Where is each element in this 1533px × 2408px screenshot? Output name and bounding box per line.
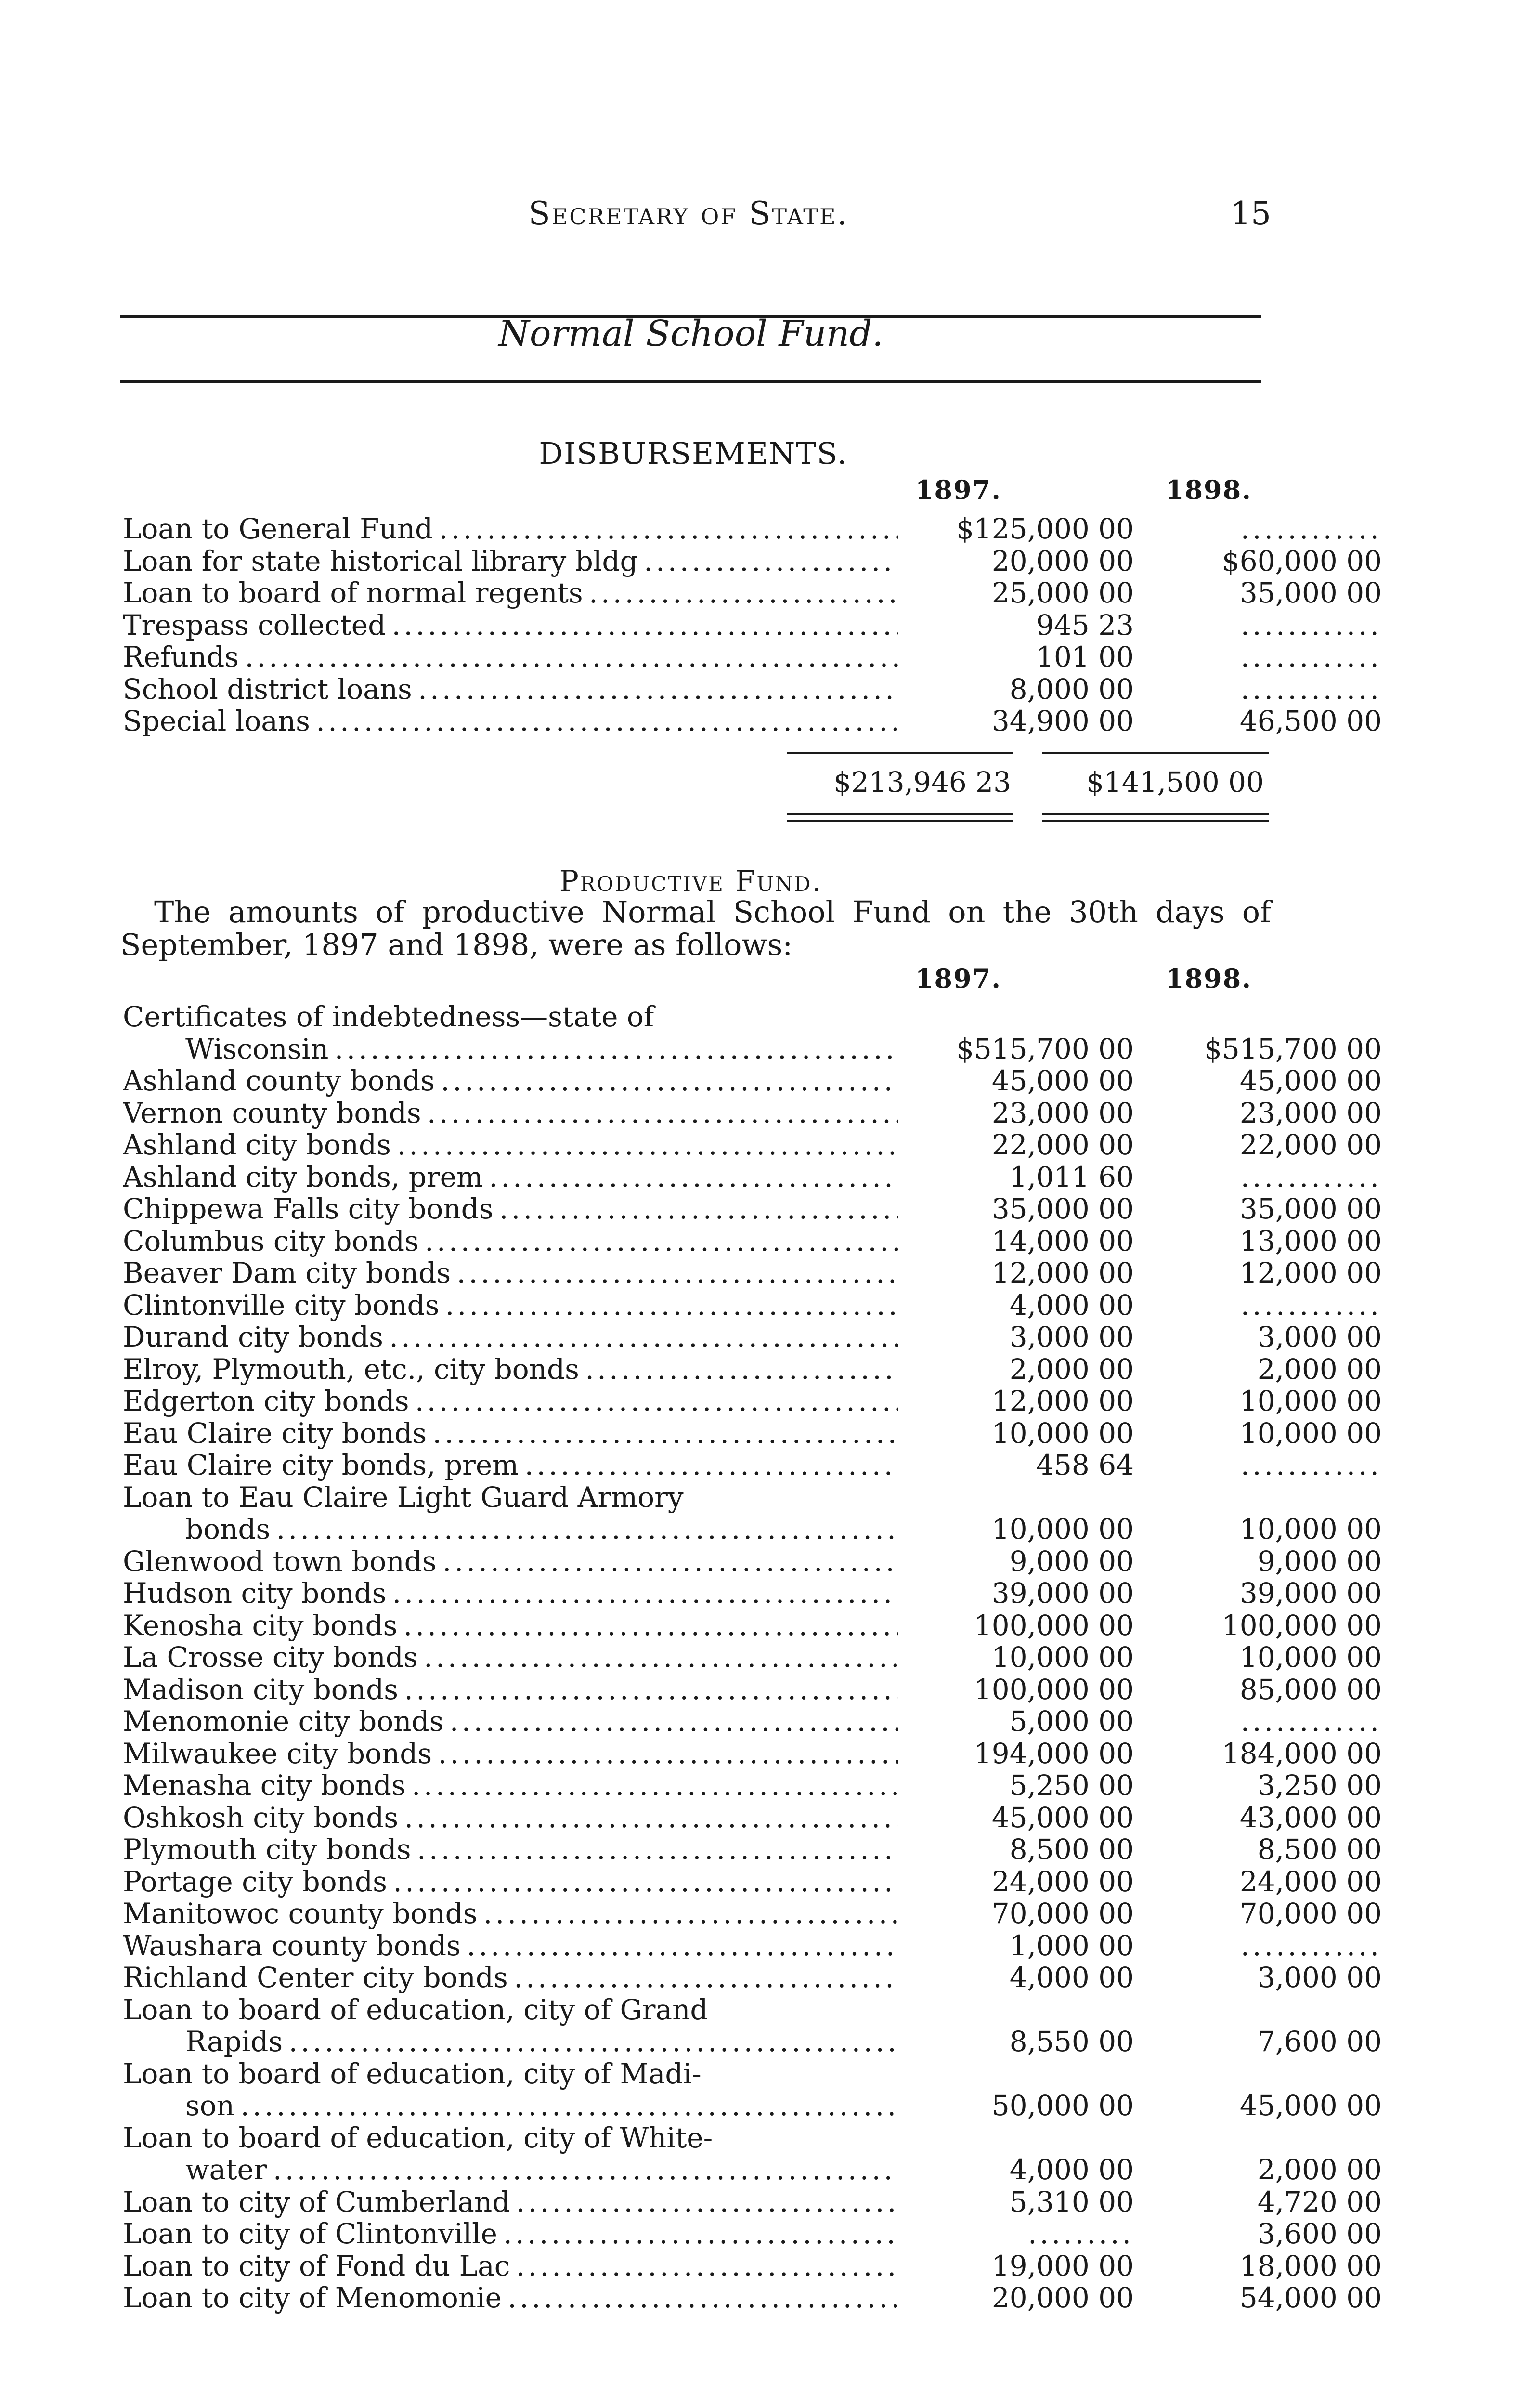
disbursement-row-label: Trespass collected . . . [123, 609, 898, 641]
productive-fund-row-value-1897: 4,000 00 [1009, 1961, 1134, 1994]
productive-fund-row-value-1897: 14,000 00 [991, 1224, 1134, 1257]
productive-fund-row-value-1898: 70,000 00 [1239, 1897, 1382, 1930]
productive-fund-row-value-1898: 10,000 00 [1239, 1385, 1382, 1417]
productive-fund-row-label: Loan to board of education, city of Madi- [123, 2057, 702, 2090]
productive-fund-row-label: Loan to city of Clintonville . . . [123, 2218, 898, 2250]
productive-fund-row [118, 1994, 1273, 2026]
disbursement-row-value-1898: 35,000 00 [1239, 576, 1382, 609]
productive-fund-row-value-1898: ............ [1240, 1449, 1382, 1481]
productive-fund-row-label: Menasha city bonds . . . [123, 1769, 898, 1802]
productive-fund-title: Productive Fund. [559, 864, 823, 898]
productive-year-1897: 1897. [915, 963, 1001, 994]
productive-fund-row [118, 1321, 1382, 1353]
productive-fund-row-value-1898: 100,000 00 [1221, 1609, 1382, 1642]
disbursement-row-value-1898: ............ [1240, 672, 1382, 706]
productive-fund-row-label: Glenwood town bonds . . . [123, 1545, 898, 1578]
productive-fund-row-value-1897: 19,000 00 [991, 2249, 1134, 2282]
disbursement-row-value-1897: 945 23 [1036, 608, 1134, 641]
productive-fund-row-value-1897: $515,700 00 [956, 1032, 1134, 1065]
productive-fund-row-value-1897: 22,000 00 [991, 1128, 1134, 1161]
productive-fund-row [118, 1096, 1382, 1129]
productive-fund-row-label: Oshkosh city bonds . . . [123, 1802, 898, 1834]
productive-fund-row-value-1897: 12,000 00 [991, 1385, 1134, 1417]
productive-fund-row-value-1898: ............ [1240, 1160, 1382, 1193]
productive-fund-row-label: Loan to city of Cumberland . . . [123, 2186, 898, 2218]
disbursement-row-value-1898: 46,500 00 [1239, 705, 1382, 737]
disbursement-row-value-1897: 8,000 00 [1009, 672, 1134, 706]
productive-fund-row-value-1897: 20,000 00 [991, 2281, 1134, 2314]
section-title: Normal School Fund. [498, 313, 883, 354]
productive-fund-row-label: Beaver Dam city bonds . . . [123, 1257, 898, 1289]
disbursements-total-1897: $213,946 23 [833, 766, 1011, 798]
disbursement-row [118, 608, 1382, 641]
productive-fund-row-label: son . . . [123, 2090, 898, 2122]
productive-fund-row [118, 1352, 1382, 1386]
productive-fund-row-value-1898: 3,600 00 [1257, 2217, 1382, 2250]
productive-fund-row-value-1897: 12,000 00 [991, 1256, 1134, 1289]
productive-fund-row [118, 1001, 1273, 1033]
productive-fund-row-label: Kenosha city bonds . . . [123, 1610, 898, 1642]
disbursement-row-value-1898: ............ [1240, 641, 1382, 673]
productive-fund-row-label: Milwaukee city bonds . . . [123, 1738, 898, 1770]
productive-fund-row [118, 1224, 1382, 1257]
productive-fund-row-value-1897: 4,000 00 [1009, 2153, 1134, 2186]
productive-fund-row-value-1897: 1,011 60 [1009, 1160, 1134, 1193]
productive-fund-row [118, 1673, 1382, 1706]
productive-fund-row [118, 2025, 1382, 2058]
productive-fund-row-label: Durand city bonds . . . [123, 1321, 898, 1353]
productive-fund-row-value-1897: ......... [1028, 2217, 1134, 2250]
productive-fund-row-value-1898: 10,000 00 [1239, 1513, 1382, 1545]
running-head: Secretary of State. [528, 195, 849, 232]
productive-fund-row-value-1898: 184,000 00 [1221, 1737, 1382, 1770]
productive-fund-row-value-1897: 100,000 00 [974, 1673, 1134, 1706]
productive-fund-row [118, 1385, 1382, 1417]
productive-fund-row-label: Elroy, Plymouth, etc., city bonds . . . [123, 1353, 898, 1386]
productive-fund-row [118, 1865, 1382, 1898]
disbursement-row [118, 576, 1382, 609]
disbursement-row [118, 641, 1382, 673]
productive-fund-row-label: water . . . [123, 2154, 898, 2186]
productive-fund-row-label: Loan to Eau Claire Light Guard Armory [123, 1481, 684, 1513]
productive-fund-row [118, 1929, 1382, 1962]
productive-fund-row-label: Certificates of indebtedness—state of [123, 1001, 654, 1033]
total-rule-1898 [1042, 752, 1269, 754]
productive-fund-row-value-1897: 4,000 00 [1009, 1288, 1134, 1322]
productive-fund-row-value-1898: 2,000 00 [1257, 2153, 1382, 2186]
productive-fund-row [118, 1705, 1382, 1738]
productive-fund-row-value-1897: 10,000 00 [991, 1641, 1134, 1674]
productive-fund-row-value-1898: 12,000 00 [1239, 1256, 1382, 1289]
disbursement-row [118, 544, 1382, 577]
productive-fund-row [118, 1192, 1382, 1225]
productive-fund-row-value-1898: 45,000 00 [1239, 2089, 1382, 2122]
productive-fund-row-value-1897: 9,000 00 [1009, 1544, 1134, 1578]
disbursement-row [118, 705, 1382, 737]
productive-fund-row-label: Loan to city of Menomonie . . . [123, 2282, 898, 2314]
productive-fund-row [118, 1769, 1382, 1802]
productive-fund-row-value-1898: ............ [1240, 1705, 1382, 1738]
productive-fund-row [118, 1737, 1382, 1770]
productive-fund-row-label: Clintonville city bonds . . . [123, 1289, 898, 1322]
disbursement-row [118, 512, 1382, 545]
productive-fund-row-value-1898: 2,000 00 [1257, 1352, 1382, 1386]
disbursement-row-value-1898: $60,000 00 [1221, 544, 1382, 577]
productive-fund-row-value-1897: 5,310 00 [1009, 2185, 1134, 2218]
productive-year-1898: 1898. [1165, 963, 1252, 994]
productive-fund-row-value-1898: 43,000 00 [1239, 1801, 1382, 1834]
productive-fund-row-value-1897: 8,500 00 [1009, 1833, 1134, 1866]
productive-fund-row [118, 1609, 1382, 1642]
productive-fund-row-value-1898: ............ [1240, 1288, 1382, 1322]
disbursement-row-value-1897: 25,000 00 [991, 576, 1134, 609]
productive-fund-row-label: Menomonie city bonds . . . [123, 1705, 898, 1738]
productive-fund-row [118, 1416, 1382, 1450]
productive-fund-intro: The amounts of productive Normal School Fund on the 30th days of September, 1897 and 1898, were as follows: [120, 894, 1271, 962]
productive-fund-row-value-1898: 3,250 00 [1257, 1769, 1382, 1802]
productive-fund-row [118, 1256, 1382, 1289]
productive-fund-row-label: Eau Claire city bonds . . . [123, 1417, 898, 1450]
page-number: 15 [1231, 195, 1271, 232]
productive-fund-row-value-1898: 3,000 00 [1257, 1961, 1382, 1994]
disbursements-total-1898: $141,500 00 [1086, 766, 1264, 798]
productive-fund-row-value-1897: 24,000 00 [991, 1865, 1134, 1898]
double-rule-1898 [1042, 813, 1269, 822]
productive-fund-row [118, 2249, 1382, 2282]
productive-fund-table [118, 1001, 1382, 2314]
disbursement-row-label: Loan to board of normal regents . . . [123, 577, 898, 609]
productive-fund-row-value-1898: 10,000 00 [1239, 1641, 1382, 1674]
productive-fund-row-value-1898: 39,000 00 [1239, 1577, 1382, 1610]
productive-fund-row-value-1897: 35,000 00 [991, 1192, 1134, 1225]
productive-fund-row [118, 1641, 1382, 1674]
productive-fund-row-value-1898: $515,700 00 [1204, 1032, 1382, 1065]
productive-fund-row [118, 1801, 1382, 1834]
productive-fund-row-label: Loan to board of education, city of White- [123, 2121, 713, 2154]
productive-fund-row-value-1897: 1,000 00 [1009, 1929, 1134, 1962]
productive-fund-row-value-1897: 458 64 [1036, 1449, 1134, 1481]
productive-fund-row-label: bonds . . . [123, 1513, 898, 1545]
productive-fund-row-value-1897: 3,000 00 [1009, 1321, 1134, 1353]
productive-fund-row-value-1898: 9,000 00 [1257, 1544, 1382, 1578]
disbursement-row-label: Loan to General Fund . . . [123, 513, 898, 545]
productive-fund-row-label: Ashland city bonds . . . [123, 1129, 898, 1161]
productive-fund-row [118, 1577, 1382, 1610]
disbursement-row-label: Loan for state historical library bldg . . . [123, 545, 898, 577]
productive-fund-row-value-1898: ............ [1240, 1929, 1382, 1962]
productive-fund-row-value-1898: 22,000 00 [1239, 1128, 1382, 1161]
productive-fund-row-value-1898: 3,000 00 [1257, 1321, 1382, 1353]
productive-fund-row [118, 2089, 1382, 2122]
productive-fund-row-value-1897: 10,000 00 [991, 1513, 1134, 1545]
productive-fund-row [118, 1481, 1273, 1514]
productive-fund-row-value-1898: 24,000 00 [1239, 1865, 1382, 1898]
disbursement-row-label: Special loans . . . [123, 705, 898, 737]
productive-fund-row [118, 1064, 1382, 1097]
disbursement-row-label: Refunds . . . [123, 641, 898, 673]
productive-fund-row-label: Manitowoc county bonds . . . [123, 1898, 898, 1930]
disbursement-row-value-1897: $125,000 00 [956, 512, 1134, 545]
bottom-rule [120, 380, 1261, 383]
productive-fund-row-value-1897: 194,000 00 [974, 1737, 1134, 1770]
productive-fund-row-value-1898: 23,000 00 [1239, 1096, 1382, 1129]
productive-fund-row [118, 1449, 1382, 1481]
disbursement-row-label: School district loans . . . [123, 673, 898, 706]
disbursement-row-value-1897: 20,000 00 [991, 544, 1134, 577]
productive-fund-row-value-1898: 54,000 00 [1239, 2281, 1382, 2314]
productive-fund-row [118, 2281, 1382, 2314]
productive-fund-row-value-1897: 5,250 00 [1009, 1769, 1134, 1802]
productive-fund-row [118, 1544, 1382, 1578]
productive-fund-row [118, 2185, 1382, 2218]
productive-fund-row-value-1898: 35,000 00 [1239, 1192, 1382, 1225]
productive-fund-row-value-1897: 23,000 00 [991, 1096, 1134, 1129]
productive-fund-row-value-1897: 45,000 00 [991, 1064, 1134, 1097]
productive-fund-row [118, 1032, 1382, 1065]
productive-fund-row-label: Waushara county bonds . . . [123, 1930, 898, 1962]
productive-fund-row-value-1897: 8,550 00 [1009, 2025, 1134, 2058]
disbursement-row-value-1897: 34,900 00 [991, 705, 1134, 737]
productive-fund-row-label: Madison city bonds . . . [123, 1674, 898, 1706]
productive-fund-row-value-1897: 50,000 00 [991, 2089, 1134, 2122]
productive-fund-row [118, 1288, 1382, 1322]
disbursements-year-1898: 1898. [1165, 474, 1252, 505]
productive-fund-row-label: Rapids . . . [123, 2026, 898, 2058]
productive-fund-row [118, 1897, 1382, 1930]
productive-fund-row-value-1898: 7,600 00 [1257, 2025, 1382, 2058]
productive-fund-row-value-1897: 10,000 00 [991, 1416, 1134, 1450]
productive-fund-row-value-1897: 39,000 00 [991, 1577, 1134, 1610]
disbursement-row [118, 672, 1382, 706]
disbursement-row-value-1897: 101 00 [1036, 641, 1134, 673]
productive-fund-row-value-1897: 2,000 00 [1009, 1352, 1134, 1386]
disbursements-table [118, 512, 1382, 737]
productive-fund-row-label: Richland Center city bonds . . . [123, 1962, 898, 1994]
double-rule-1897 [787, 813, 1013, 822]
productive-fund-row-value-1898: 8,500 00 [1257, 1833, 1382, 1866]
productive-fund-row [118, 1513, 1382, 1545]
productive-fund-row-value-1897: 45,000 00 [991, 1801, 1134, 1834]
productive-fund-row-label: Edgerton city bonds . . . [123, 1385, 898, 1417]
productive-fund-row [118, 2122, 1273, 2154]
disbursements-title: DISBURSEMENTS. [539, 436, 848, 471]
total-rule-1897 [787, 752, 1013, 754]
productive-fund-row-label: Loan to board of education, city of Grand [123, 1993, 708, 2026]
productive-fund-row-label: Ashland city bonds, prem . . . [123, 1161, 898, 1193]
productive-fund-row-value-1897: 5,000 00 [1009, 1705, 1134, 1738]
productive-fund-row-value-1898: 45,000 00 [1239, 1064, 1382, 1097]
disbursements-year-1897: 1897. [915, 474, 1001, 505]
productive-fund-row-value-1898: 85,000 00 [1239, 1673, 1382, 1706]
productive-fund-row-label: La Crosse city bonds . . . [123, 1641, 898, 1674]
productive-fund-row [118, 1961, 1382, 1994]
productive-fund-row [118, 1128, 1382, 1161]
productive-fund-row-label: Loan to city of Fond du Lac . . . [123, 2250, 898, 2282]
productive-fund-row-label: Ashland county bonds . . . [123, 1065, 898, 1097]
productive-fund-row [118, 2058, 1273, 2090]
productive-fund-row-label: Wisconsin . . . [123, 1033, 898, 1065]
disbursement-row-value-1898: ............ [1240, 608, 1382, 641]
productive-fund-row-label: Eau Claire city bonds, prem . . . [123, 1449, 898, 1481]
productive-fund-row-label: Chippewa Falls city bonds . . . [123, 1193, 898, 1225]
productive-fund-row-value-1898: 13,000 00 [1239, 1224, 1382, 1257]
productive-fund-row-value-1897: 100,000 00 [974, 1609, 1134, 1642]
productive-fund-row-value-1898: 18,000 00 [1239, 2249, 1382, 2282]
productive-fund-row [118, 2153, 1382, 2186]
productive-fund-row-label: Hudson city bonds . . . [123, 1577, 898, 1610]
productive-fund-row [118, 2217, 1382, 2250]
productive-fund-row-label: Columbus city bonds . . . [123, 1225, 898, 1257]
productive-fund-row-label: Portage city bonds . . . [123, 1866, 898, 1898]
productive-fund-row-label: Vernon county bonds . . . [123, 1097, 898, 1129]
productive-fund-row-value-1898: 10,000 00 [1239, 1416, 1382, 1450]
productive-fund-row-value-1897: 70,000 00 [991, 1897, 1134, 1930]
productive-fund-row [118, 1160, 1382, 1193]
productive-fund-row [118, 1833, 1382, 1866]
productive-fund-row-value-1898: 4,720 00 [1257, 2185, 1382, 2218]
productive-fund-row-label: Plymouth city bonds . . . [123, 1833, 898, 1866]
disbursement-row-value-1898: ............ [1240, 512, 1382, 545]
